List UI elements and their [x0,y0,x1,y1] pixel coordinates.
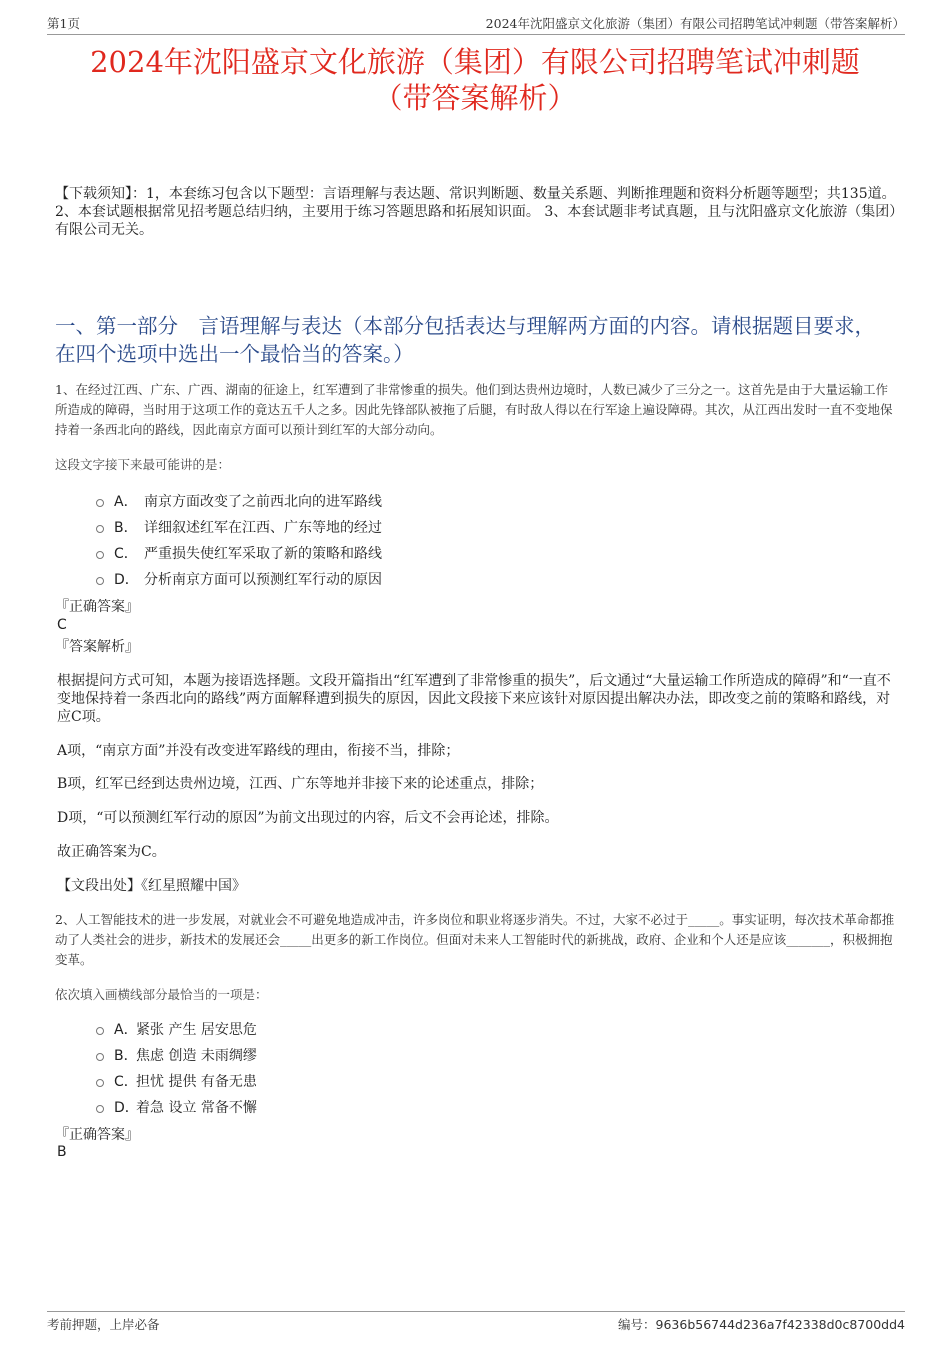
option-letter: B． [114,520,138,536]
header-doc-title: 2024年沈阳盛京文化旅游（集团）有限公司招聘笔试冲刺题（带答案解析） [485,16,905,31]
option-text: 着急 设立 常备不懈 [136,1100,257,1116]
footer-doc-id: 编号：9636b56744d236a7f42338d0c8700dd4 [618,1317,905,1332]
q2-option-d[interactable] [96,1097,257,1117]
q1-option-c[interactable] [96,543,382,563]
option-text: 焦虑 创造 未雨绸缪 [136,1048,257,1064]
option-letter: C． [114,546,138,562]
q1-analysis-main: 根据提问方式可知，本题为接语选择题。文段开篇指出“红军遭到了非常惨重的损失”，后文通过“大量运输工作所造成的障碍”和“一直不变地保持着一条西北向的路线”两方面解释遭到损失的原因，因此文段接下来应该针对原因提出解决办法，即改变之前的策略和路线，对应C项。 [57,673,891,725]
radio-icon[interactable] [96,551,104,559]
radio-icon[interactable] [96,1027,104,1035]
q2-answer: B [57,1144,67,1160]
radio-icon[interactable] [96,1105,104,1113]
section-heading: 一、第一部分 言语理解与表达（本部分包括表达与理解两方面的内容。请根据题目要求，在四个选项中选出一个最恰当的答案。） [55,314,875,366]
q1-source: 【文段出处】《红星照耀中国》 [57,878,246,894]
radio-icon[interactable] [96,577,104,585]
option-text: 担忧 提供 有备无患 [136,1074,257,1090]
q1-option-b[interactable] [96,517,382,537]
title-line-1: 2024年沈阳盛京文化旅游（集团）有限公司招聘笔试冲刺题 [90,45,860,79]
radio-icon[interactable] [96,1079,104,1087]
option-letter: A． [114,1022,138,1038]
radio-icon[interactable] [96,525,104,533]
option-letter: C． [114,1074,138,1090]
document-title [40,44,910,116]
page-footer [47,1311,905,1333]
q1-analysis-d: D项，“可以预测红军行动的原因”为前文出现过的内容，后文不会再论述，排除。 [57,810,559,826]
option-text: 详细叙述红军在江西、广东等地的经过 [144,520,382,536]
q1-answer: C [57,617,67,633]
option-letter: D． [114,572,139,588]
q1-option-d[interactable] [96,569,382,589]
footer-slogan: 考前押题，上岸必备 [47,1317,160,1332]
option-letter: B． [114,1048,138,1064]
q1-analysis-conclusion: 故正确答案为C。 [57,844,166,860]
q2-option-c[interactable] [96,1071,257,1091]
q1-answer-label: 『正确答案』 [55,599,139,615]
q2-option-b[interactable] [96,1045,257,1065]
q1-option-a[interactable] [96,491,382,511]
option-text: 严重损失使红军采取了新的策略和路线 [144,546,382,562]
option-letter: D． [114,1100,139,1116]
download-notice: 【下载须知】：1，本套练习包含以下题型：言语理解与表达题、常识判断题、数量关系题、判断推理题和资料分析题等题型；共135道。 2、本套试题根据常见招考题总结归纳，主要用于练习答题思路和拓展知识面。 3、本套试题非考试真题，且与沈阳盛京文化旅游（集团）有限公司无关。 [55,186,897,238]
radio-icon[interactable] [96,499,104,507]
q1-analysis-label: 『答案解析』 [55,639,139,655]
q2-answer-label: 『正确答案』 [55,1127,139,1143]
q1-analysis-b: B项，红军已经到达贵州边境，江西、广东等地并非接下来的论述重点，排除； [57,776,544,792]
page-header [47,14,905,35]
title-line-2: （带答案解析） [373,81,577,115]
option-letter: A． [114,494,138,510]
radio-icon[interactable] [96,1053,104,1061]
q2-option-a[interactable] [96,1019,257,1039]
question-2-prompt: 依次填入画横线部分最恰当的一项是： [55,987,268,1002]
q1-analysis-a: A项，“南京方面”并没有改变进军路线的理由，衔接不当，排除； [57,743,460,759]
question-1-prompt: 这段文字接下来最可能讲的是： [55,457,231,472]
option-text: 分析南京方面可以预测红军行动的原因 [144,572,382,588]
question-2-text: 2、人工智能技术的进一步发展，对就业会不可避免地造成冲击，许多岗位和职业将逐步消失。不过，大家不必过于_____。事实证明，每次技术革命都推动了人类社会的进步，新技术的发展还会_____出更多的新工作岗位。但面对未来人工智能时代的新挑战，政府、企业和个人还是应该_______，积极拥抱变革。 [55,912,895,967]
page-number: 第1页 [47,16,80,31]
question-1-text: 1、在经过江西、广东、广西、湖南的征途上，红军遭到了非常惨重的损失。他们到达贵州边境时，人数已减少了三分之一。这首先是由于大量运输工作所造成的障碍，当时用于这项工作的竟达五千人之多。因此先锋部队被拖了后腿，有时敌人得以在行军途上遍设障碍。其次，从江西出发时一直不变地保持着一条西北向的路线，因此南京方面可以预计到红军的大部分动向。 [55,382,893,437]
option-text: 南京方面改变了之前西北向的进军路线 [144,494,382,510]
option-text: 紧张 产生 居安思危 [136,1022,257,1038]
